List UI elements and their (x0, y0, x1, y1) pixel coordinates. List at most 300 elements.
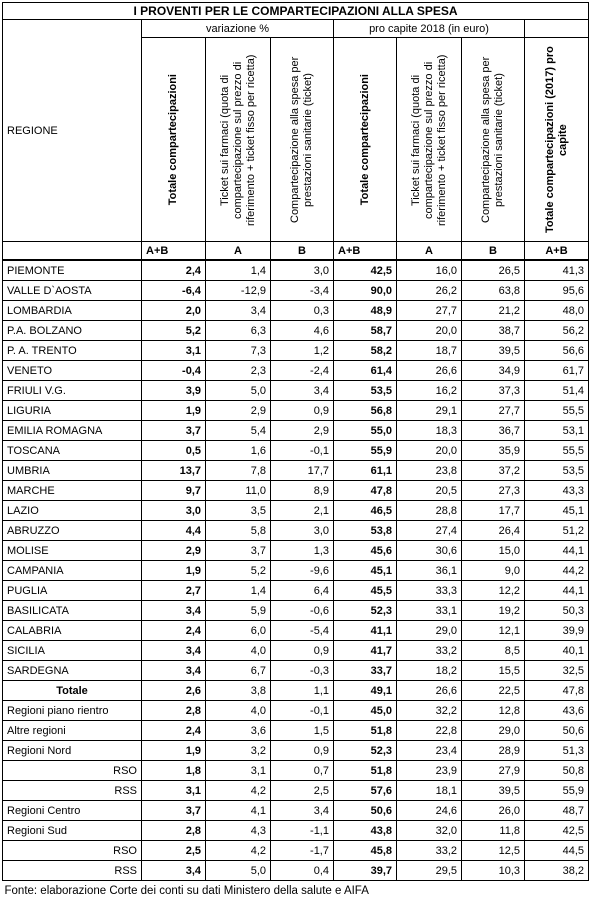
code-cell: A+B (142, 242, 206, 261)
value-cell: 12,5 (462, 841, 525, 861)
value-cell: 41,7 (334, 641, 397, 661)
value-cell: 29,0 (462, 721, 525, 741)
value-cell: 0,9 (271, 741, 334, 761)
value-cell: 50,6 (334, 801, 397, 821)
value-cell: 5,9 (206, 601, 271, 621)
value-cell: 33,3 (397, 581, 462, 601)
value-cell: 17,7 (462, 501, 525, 521)
value-cell: -1,7 (271, 841, 334, 861)
value-cell: 3,8 (206, 681, 271, 701)
table-row (3, 541, 589, 561)
value-cell: 7,8 (206, 461, 271, 481)
group-empty (525, 20, 589, 38)
value-cell: 52,3 (334, 601, 397, 621)
region-name: P.A. BOLZANO (3, 321, 142, 341)
value-cell: 47,8 (525, 681, 589, 701)
value-cell: 22,8 (397, 721, 462, 741)
value-cell: 3,6 (206, 721, 271, 741)
value-cell: 23,8 (397, 461, 462, 481)
value-cell: 44,1 (525, 581, 589, 601)
value-cell: 46,5 (334, 501, 397, 521)
value-cell: 5,4 (206, 421, 271, 441)
table-row (3, 260, 589, 281)
value-cell: 2,4 (142, 260, 206, 281)
value-cell: 44,5 (525, 841, 589, 861)
region-name: SICILIA (3, 641, 142, 661)
table-row (3, 501, 589, 521)
value-cell: 15,0 (462, 541, 525, 561)
value-cell: 28,8 (397, 501, 462, 521)
value-cell: 8,5 (462, 641, 525, 661)
value-cell: 2,9 (142, 541, 206, 561)
value-cell: 27,7 (397, 301, 462, 321)
value-cell: 0,9 (271, 641, 334, 661)
value-cell: 2,7 (142, 581, 206, 601)
table-row (3, 601, 589, 621)
value-cell: 37,3 (462, 381, 525, 401)
value-cell: 55,5 (525, 401, 589, 421)
value-cell: 51,4 (525, 381, 589, 401)
value-cell: 61,4 (334, 361, 397, 381)
code-cell: A (397, 242, 462, 261)
value-cell: 2,8 (142, 821, 206, 841)
code-cell: A+B (334, 242, 397, 261)
value-cell: 48,9 (334, 301, 397, 321)
value-cell: 2,1 (271, 501, 334, 521)
value-cell: 0,7 (271, 761, 334, 781)
table-row (3, 621, 589, 641)
value-cell: 0,5 (142, 441, 206, 461)
value-cell: 47,8 (334, 481, 397, 501)
value-cell: 45,1 (525, 501, 589, 521)
value-cell: 33,1 (397, 601, 462, 621)
value-cell: 27,3 (462, 481, 525, 501)
value-cell: 41,3 (525, 260, 589, 281)
table-row (3, 521, 589, 541)
value-cell: 42,5 (525, 821, 589, 841)
value-cell: 4,6 (271, 321, 334, 341)
value-cell: -0,6 (271, 601, 334, 621)
value-cell: 4,2 (206, 841, 271, 861)
value-cell: 53,5 (525, 461, 589, 481)
value-cell: 58,2 (334, 341, 397, 361)
value-cell: 2,4 (142, 721, 206, 741)
value-cell: 50,8 (525, 761, 589, 781)
value-cell: 39,5 (462, 341, 525, 361)
region-name: Totale (3, 681, 142, 701)
value-cell: 3,4 (271, 801, 334, 821)
table-row (3, 681, 589, 701)
value-cell: -5,4 (271, 621, 334, 641)
value-cell: 3,5 (206, 501, 271, 521)
region-name: RSO (3, 761, 142, 781)
value-cell: 33,2 (397, 841, 462, 861)
value-cell: 12,8 (462, 701, 525, 721)
region-name: CAMPANIA (3, 561, 142, 581)
region-name: EMILIA ROMAGNA (3, 421, 142, 441)
value-cell: 55,9 (334, 441, 397, 461)
value-cell: 33,7 (334, 661, 397, 681)
value-cell: 32,0 (397, 821, 462, 841)
table-body (3, 260, 589, 881)
value-cell: 9,7 (142, 481, 206, 501)
value-cell: 20,0 (397, 321, 462, 341)
value-cell: 2,4 (142, 621, 206, 641)
value-cell: 5,8 (206, 521, 271, 541)
value-cell: 56,8 (334, 401, 397, 421)
value-cell: 2,0 (142, 301, 206, 321)
region-name: ABRUZZO (3, 521, 142, 541)
value-cell: 36,7 (462, 421, 525, 441)
value-cell: 5,2 (206, 561, 271, 581)
value-cell: 44,1 (525, 541, 589, 561)
header-tot-comp-var: Totale compartecipazioni (142, 38, 206, 242)
table-row (3, 361, 589, 381)
value-cell: 29,0 (397, 621, 462, 641)
value-cell: 39,9 (525, 621, 589, 641)
value-cell: 1,5 (271, 721, 334, 741)
table-sheet (2, 2, 588, 901)
value-cell: 43,6 (525, 701, 589, 721)
table-row (3, 721, 589, 741)
value-cell: 26,6 (397, 361, 462, 381)
value-cell: 55,0 (334, 421, 397, 441)
table-row (3, 461, 589, 481)
value-cell: 2,5 (142, 841, 206, 861)
value-cell: 3,4 (142, 641, 206, 661)
value-cell: 38,2 (525, 861, 589, 881)
value-cell: 1,6 (206, 441, 271, 461)
value-cell: 53,5 (334, 381, 397, 401)
value-cell: 3,4 (142, 861, 206, 881)
value-cell: 22,5 (462, 681, 525, 701)
code-cell: A+B (525, 242, 589, 261)
value-cell: 37,2 (462, 461, 525, 481)
value-cell: 3,0 (271, 260, 334, 281)
table-row (3, 821, 589, 841)
value-cell: 61,1 (334, 461, 397, 481)
region-name: UMBRIA (3, 461, 142, 481)
value-cell: 6,4 (271, 581, 334, 601)
value-cell: 53,8 (334, 521, 397, 541)
value-cell: 32,5 (525, 661, 589, 681)
value-cell: 45,5 (334, 581, 397, 601)
value-cell: 3,7 (142, 801, 206, 821)
table-row (3, 341, 589, 361)
header-ticket-farmaci-pc: Ticket sui farmaci (quota di compartecipazione sul prezzo di riferimento + ticket fisso per ricetta) (397, 38, 462, 242)
value-cell: -0,1 (271, 701, 334, 721)
value-cell: 3,4 (142, 661, 206, 681)
value-cell: 29,1 (397, 401, 462, 421)
value-cell: 57,6 (334, 781, 397, 801)
value-cell: 28,9 (462, 741, 525, 761)
table-row (3, 661, 589, 681)
value-cell: 0,9 (271, 401, 334, 421)
value-cell: 3,1 (142, 341, 206, 361)
value-cell: 40,1 (525, 641, 589, 661)
value-cell: 5,0 (206, 861, 271, 881)
table-row (3, 401, 589, 421)
region-name: CALABRIA (3, 621, 142, 641)
value-cell: 11,0 (206, 481, 271, 501)
value-cell: -0,1 (271, 441, 334, 461)
value-cell: 9,0 (462, 561, 525, 581)
value-cell: 6,3 (206, 321, 271, 341)
header-comp-prestazioni-pc: Compartecipazione alla spesa per prestazioni sanitarie (ticket) (462, 38, 525, 242)
value-cell: 4,4 (142, 521, 206, 541)
value-cell: 4,0 (206, 701, 271, 721)
table-row (3, 321, 589, 341)
value-cell: 1,9 (142, 561, 206, 581)
group-variazione: variazione % (142, 20, 334, 38)
header-regione: REGIONE (3, 20, 142, 242)
table-title: I PROVENTI PER LE COMPARTECIPAZIONI ALLA SPESA (3, 3, 589, 20)
table-row (3, 561, 589, 581)
value-cell: 55,9 (525, 781, 589, 801)
value-cell: -0,4 (142, 361, 206, 381)
table-row (3, 741, 589, 761)
value-cell: 34,9 (462, 361, 525, 381)
region-name: TOSCANA (3, 441, 142, 461)
value-cell: 3,0 (271, 521, 334, 541)
region-name: VENETO (3, 361, 142, 381)
value-cell: 18,3 (397, 421, 462, 441)
value-cell: 3,7 (142, 421, 206, 441)
value-cell: 1,4 (206, 581, 271, 601)
region-name: PIEMONTE (3, 260, 142, 281)
value-cell: 49,1 (334, 681, 397, 701)
value-cell: 63,8 (462, 281, 525, 301)
header-comp-prestazioni-var: Compartecipazione alla spesa per prestazioni sanitarie (ticket) (271, 38, 334, 242)
value-cell: 29,5 (397, 861, 462, 881)
value-cell: 23,4 (397, 741, 462, 761)
code-empty (3, 242, 142, 261)
header-tot-2017: Totale compartecipazioni (2017) pro capite (525, 38, 589, 242)
value-cell: 3,1 (142, 781, 206, 801)
value-cell: 26,6 (397, 681, 462, 701)
value-cell: 32,2 (397, 701, 462, 721)
table-row (3, 381, 589, 401)
value-cell: -6,4 (142, 281, 206, 301)
value-cell: 3,4 (271, 381, 334, 401)
header-ticket-farmaci-var: Ticket sui farmaci (quota di compartecipazione sul prezzo di riferimento + ticket fisso per ricetta) (206, 38, 271, 242)
value-cell: 4,2 (206, 781, 271, 801)
table-row (3, 481, 589, 501)
value-cell: 56,2 (525, 321, 589, 341)
value-cell: 45,0 (334, 701, 397, 721)
value-cell: 3,9 (142, 381, 206, 401)
region-name: FRIULI V.G. (3, 381, 142, 401)
table-row (3, 781, 589, 801)
value-cell: 2,6 (142, 681, 206, 701)
value-cell: 18,2 (397, 661, 462, 681)
code-cell: B (462, 242, 525, 261)
value-cell: 41,1 (334, 621, 397, 641)
value-cell: 2,8 (142, 701, 206, 721)
value-cell: 20,5 (397, 481, 462, 501)
value-cell: 51,8 (334, 721, 397, 741)
table-row (3, 281, 589, 301)
value-cell: 50,3 (525, 601, 589, 621)
region-name: Regioni Centro (3, 801, 142, 821)
value-cell: 17,7 (271, 461, 334, 481)
region-name: LIGURIA (3, 401, 142, 421)
table-row (3, 301, 589, 321)
value-cell: 95,6 (525, 281, 589, 301)
value-cell: 1,9 (142, 401, 206, 421)
code-cell: A (206, 242, 271, 261)
value-cell: 4,1 (206, 801, 271, 821)
region-name: VALLE D`AOSTA (3, 281, 142, 301)
region-name: SARDEGNA (3, 661, 142, 681)
value-cell: 6,7 (206, 661, 271, 681)
region-name: BASILICATA (3, 601, 142, 621)
value-cell: 21,2 (462, 301, 525, 321)
region-name: RSS (3, 861, 142, 881)
value-cell: 3,0 (142, 501, 206, 521)
region-name: Regioni Nord (3, 741, 142, 761)
table-row (3, 841, 589, 861)
region-name: Regioni piano rientro (3, 701, 142, 721)
value-cell: 26,4 (462, 521, 525, 541)
value-cell: 1,2 (271, 341, 334, 361)
value-cell: 1,3 (271, 541, 334, 561)
value-cell: 1,1 (271, 681, 334, 701)
value-cell: 2,5 (271, 781, 334, 801)
region-name: Regioni Sud (3, 821, 142, 841)
value-cell: 53,1 (525, 421, 589, 441)
table-row (3, 701, 589, 721)
value-cell: 5,0 (206, 381, 271, 401)
value-cell: 48,7 (525, 801, 589, 821)
value-cell: 19,2 (462, 601, 525, 621)
value-cell: 52,3 (334, 741, 397, 761)
table-row (3, 861, 589, 881)
value-cell: 3,1 (206, 761, 271, 781)
value-cell: 7,3 (206, 341, 271, 361)
value-cell: 20,0 (397, 441, 462, 461)
value-cell: 5,2 (142, 321, 206, 341)
value-cell: 2,9 (271, 421, 334, 441)
value-cell: 51,8 (334, 761, 397, 781)
region-name: PUGLIA (3, 581, 142, 601)
code-cell: B (271, 242, 334, 261)
value-cell: 61,7 (525, 361, 589, 381)
value-cell: 16,2 (397, 381, 462, 401)
value-cell: 42,5 (334, 260, 397, 281)
value-cell: 3,7 (206, 541, 271, 561)
value-cell: 44,2 (525, 561, 589, 581)
value-cell: -9,6 (271, 561, 334, 581)
value-cell: 55,5 (525, 441, 589, 461)
region-name: RSO (3, 841, 142, 861)
value-cell: 0,3 (271, 301, 334, 321)
value-cell: 2,9 (206, 401, 271, 421)
value-cell: 39,7 (334, 861, 397, 881)
value-cell: 48,0 (525, 301, 589, 321)
table-row (3, 421, 589, 441)
value-cell: 90,0 (334, 281, 397, 301)
value-cell: 26,2 (397, 281, 462, 301)
value-cell: 58,7 (334, 321, 397, 341)
value-cell: 4,3 (206, 821, 271, 841)
value-cell: 38,7 (462, 321, 525, 341)
value-cell: 12,1 (462, 621, 525, 641)
value-cell: 26,5 (462, 260, 525, 281)
value-cell: 3,2 (206, 741, 271, 761)
value-cell: 3,4 (206, 301, 271, 321)
value-cell: 27,9 (462, 761, 525, 781)
value-cell: 15,5 (462, 661, 525, 681)
value-cell: 23,9 (397, 761, 462, 781)
region-name: MARCHE (3, 481, 142, 501)
value-cell: 4,0 (206, 641, 271, 661)
value-cell: -2,4 (271, 361, 334, 381)
value-cell: -1,1 (271, 821, 334, 841)
value-cell: 51,2 (525, 521, 589, 541)
group-procapite: pro capite 2018 (in euro) (334, 20, 525, 38)
value-cell: 45,1 (334, 561, 397, 581)
value-cell: 1,9 (142, 741, 206, 761)
value-cell: 35,9 (462, 441, 525, 461)
table-row (3, 761, 589, 781)
source-note: Fonte: elaborazione Corte dei conti su dati Ministero della salute e AIFA (3, 881, 589, 902)
value-cell: 11,8 (462, 821, 525, 841)
region-name: RSS (3, 781, 142, 801)
value-cell: 1,8 (142, 761, 206, 781)
value-cell: 27,7 (462, 401, 525, 421)
table-row (3, 641, 589, 661)
value-cell: -0,3 (271, 661, 334, 681)
value-cell: 45,6 (334, 541, 397, 561)
value-cell: 18,7 (397, 341, 462, 361)
region-name: LAZIO (3, 501, 142, 521)
value-cell: 1,4 (206, 260, 271, 281)
value-cell: 8,9 (271, 481, 334, 501)
value-cell: -3,4 (271, 281, 334, 301)
data-table (2, 2, 589, 901)
value-cell: 39,5 (462, 781, 525, 801)
value-cell: 45,8 (334, 841, 397, 861)
value-cell: 36,1 (397, 561, 462, 581)
value-cell: 12,2 (462, 581, 525, 601)
table-row (3, 441, 589, 461)
value-cell: 24,6 (397, 801, 462, 821)
value-cell: 0,4 (271, 861, 334, 881)
value-cell: 26,0 (462, 801, 525, 821)
header-tot-comp-pc: Totale compartecipazioni (334, 38, 397, 242)
value-cell: 50,6 (525, 721, 589, 741)
region-name: MOLISE (3, 541, 142, 561)
region-name: LOMBARDIA (3, 301, 142, 321)
value-cell: 27,4 (397, 521, 462, 541)
value-cell: 6,0 (206, 621, 271, 641)
value-cell: -12,9 (206, 281, 271, 301)
value-cell: 56,6 (525, 341, 589, 361)
table-row (3, 581, 589, 601)
value-cell: 43,3 (525, 481, 589, 501)
value-cell: 51,3 (525, 741, 589, 761)
value-cell: 18,1 (397, 781, 462, 801)
value-cell: 33,2 (397, 641, 462, 661)
value-cell: 13,7 (142, 461, 206, 481)
value-cell: 43,8 (334, 821, 397, 841)
region-name: Altre regioni (3, 721, 142, 741)
region-name: P. A. TRENTO (3, 341, 142, 361)
value-cell: 30,6 (397, 541, 462, 561)
value-cell: 16,0 (397, 260, 462, 281)
value-cell: 10,3 (462, 861, 525, 881)
